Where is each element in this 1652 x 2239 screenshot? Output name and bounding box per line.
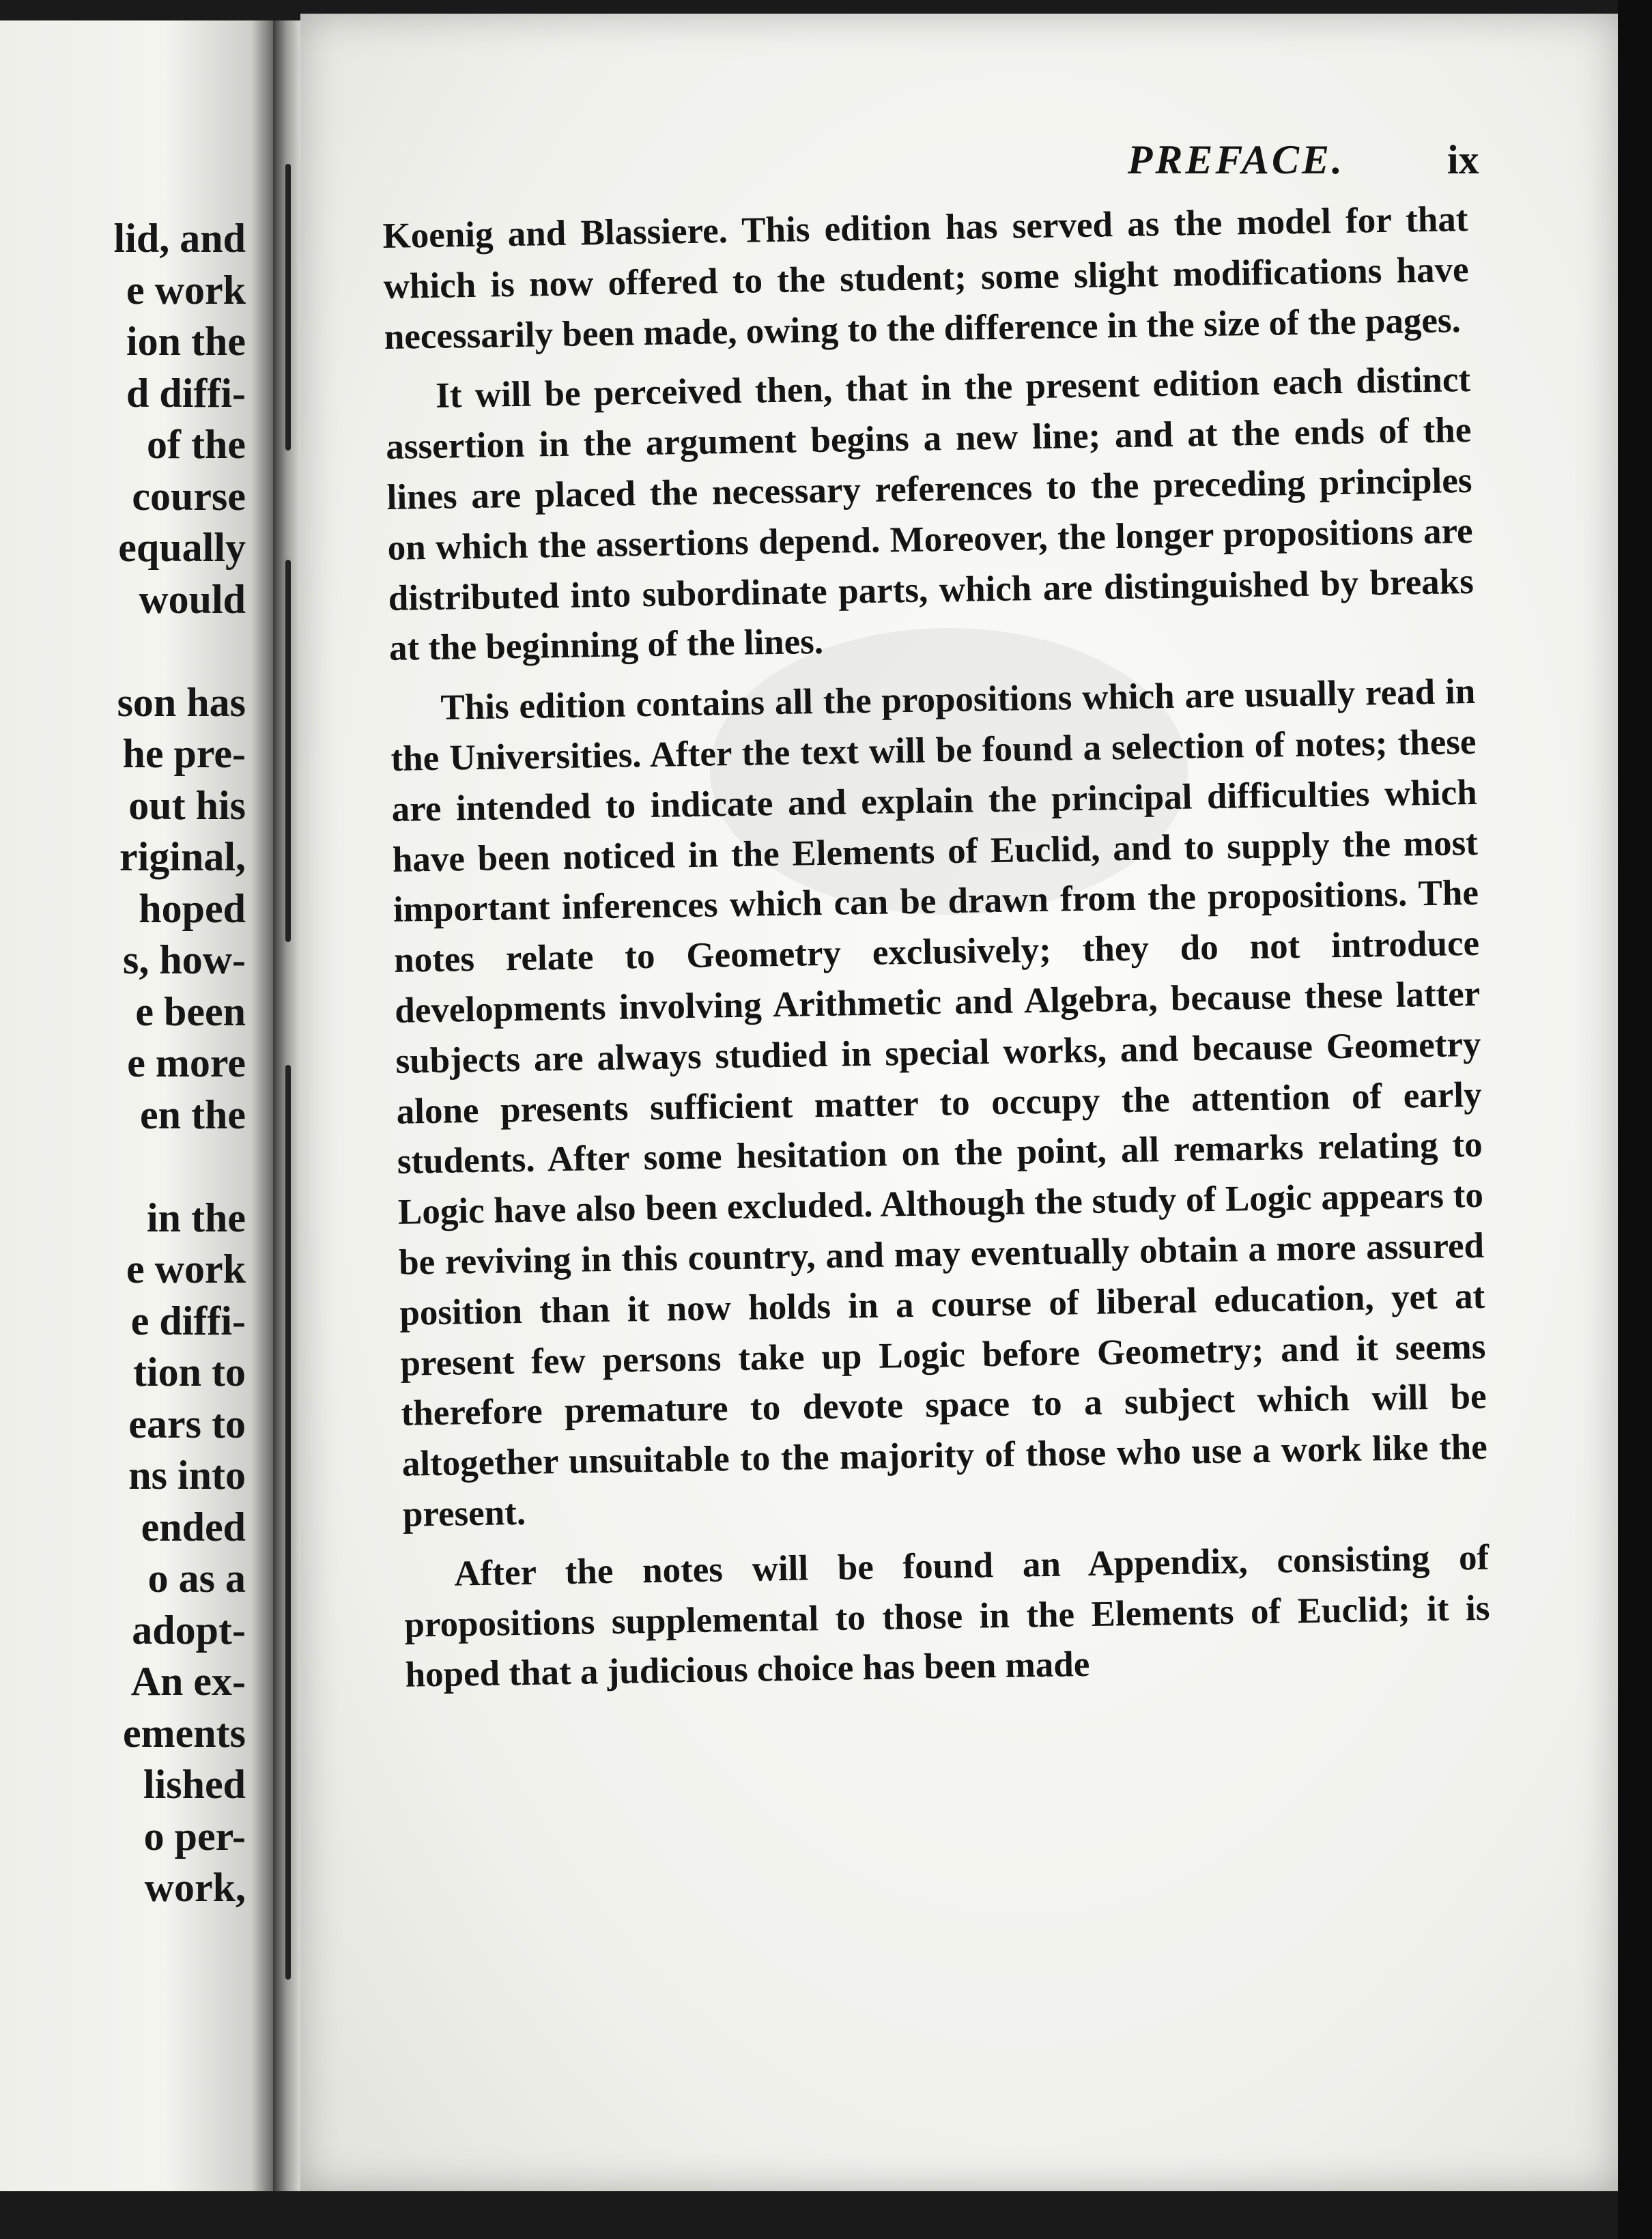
- left-page-gap: [0, 625, 246, 677]
- preface-body-text: [382, 195, 1491, 1711]
- left-page-line-fragment: o as a: [147, 1556, 246, 1601]
- left-page-line-fragment: ion the: [126, 319, 246, 364]
- right-page: [300, 14, 1618, 2191]
- left-page-line-fragment: An ex-: [130, 1659, 246, 1704]
- page-number: ix: [1447, 137, 1479, 182]
- paragraph: It will be perceived then, that in the present edition each distinct assertion in the argument begins a new line; and at the ends of the lines are placed the necessary references to the preceding principles on which the assertions depend. Moreover, the longer propositions are distributed into subordinate parts, which are distinguished by breaks at the beginning of the lines.: [385, 360, 1475, 669]
- left-page-line-fragment: out his: [128, 782, 246, 828]
- left-page-line-fragment: e been: [135, 988, 246, 1034]
- running-head-title: PREFACE.: [1127, 137, 1345, 182]
- left-page-line-fragment: s, how-: [122, 937, 246, 982]
- left-page-line-fragment: hoped: [139, 885, 246, 931]
- left-page-line-fragment: ns into: [128, 1453, 246, 1498]
- left-page-line-fragment: e work: [126, 1246, 246, 1292]
- left-page-line-fragment: o per-: [143, 1813, 246, 1859]
- left-page-line-fragment: d diffi-: [126, 370, 246, 416]
- left-page-line-fragment: tion to: [133, 1350, 246, 1395]
- left-page-line-fragment: e diffi-: [130, 1298, 246, 1343]
- paragraph: This edition contains all the propositions which are usually read in the Universities. After the text will be found a selection of notes; these are intended to indicate and explain the principal difficulties which have been noticed in the Elements of Euclid, and to supply the most important inferences which can be drawn from the propositions. The notes relate to Geometry exclusively; they do not introduce developments involving Arithmetic and Algebra, because these latter subjects are always studied in special works, and because Geometry alone presents sufficient matter to occupy the attention of early students. After some hesitation on the point, all remarks relating to Logic have also been excluded. Although the study of Logic appears to be reviving in this country, and may eventually obtain a more assured position than it now holds in a course of liberal education, yet at present few persons take up Logic before Geometry; and it seems therefore premature to devote space to a subject which will be altogether unsuitable to the majority of those who use a work like the present.: [390, 672, 1488, 1535]
- left-page-line-fragment: in the: [146, 1195, 246, 1240]
- left-page-line-fragment: equally: [118, 525, 246, 570]
- left-facing-page: [0, 20, 273, 2191]
- running-head: [300, 137, 1556, 184]
- left-page-line-fragment: ears to: [128, 1401, 246, 1446]
- left-page-line-fragment: would: [139, 576, 246, 622]
- left-page-line-fragment: e more: [127, 1040, 246, 1085]
- left-page-line-fragment: work,: [144, 1865, 246, 1910]
- binding-thread-middle: [285, 560, 291, 942]
- paragraph: After the notes will be found an Appendix, consisting of propositions supplemental to those in the Elements of Euclid; it is hoped that a judicious choice has been made: [404, 1537, 1490, 1696]
- left-page-line-fragment: he pre-: [122, 731, 246, 776]
- binding-thread-top: [285, 164, 291, 451]
- left-page-line-fragment: en the: [140, 1092, 246, 1137]
- left-page-line-fragment: e work: [126, 267, 246, 313]
- left-page-line-fragment: of the: [147, 422, 246, 467]
- binding-thread-lower: [285, 1065, 291, 1980]
- left-page-line-fragment: lished: [143, 1762, 246, 1807]
- left-page-line-fragment: ements: [123, 1710, 246, 1756]
- left-page-text-fragments: [0, 213, 246, 1914]
- left-page-line-fragment: riginal,: [119, 834, 246, 879]
- left-page-line-fragment: son has: [117, 679, 246, 725]
- left-page-line-fragment: ended: [141, 1504, 246, 1550]
- left-page-gap: [0, 1141, 246, 1193]
- left-page-line-fragment: adopt-: [132, 1607, 246, 1653]
- scan-border-right: [1618, 0, 1652, 2239]
- left-page-line-fragment: lid, and: [113, 216, 246, 261]
- left-page-line-fragment: course: [132, 473, 246, 519]
- paragraph-continuation: Koenig and Blassiere. This edition has served as the model for that which is now offered to the student; some slight modifications have necessarily been made, owing to the difference in the size of the pages.: [382, 199, 1469, 357]
